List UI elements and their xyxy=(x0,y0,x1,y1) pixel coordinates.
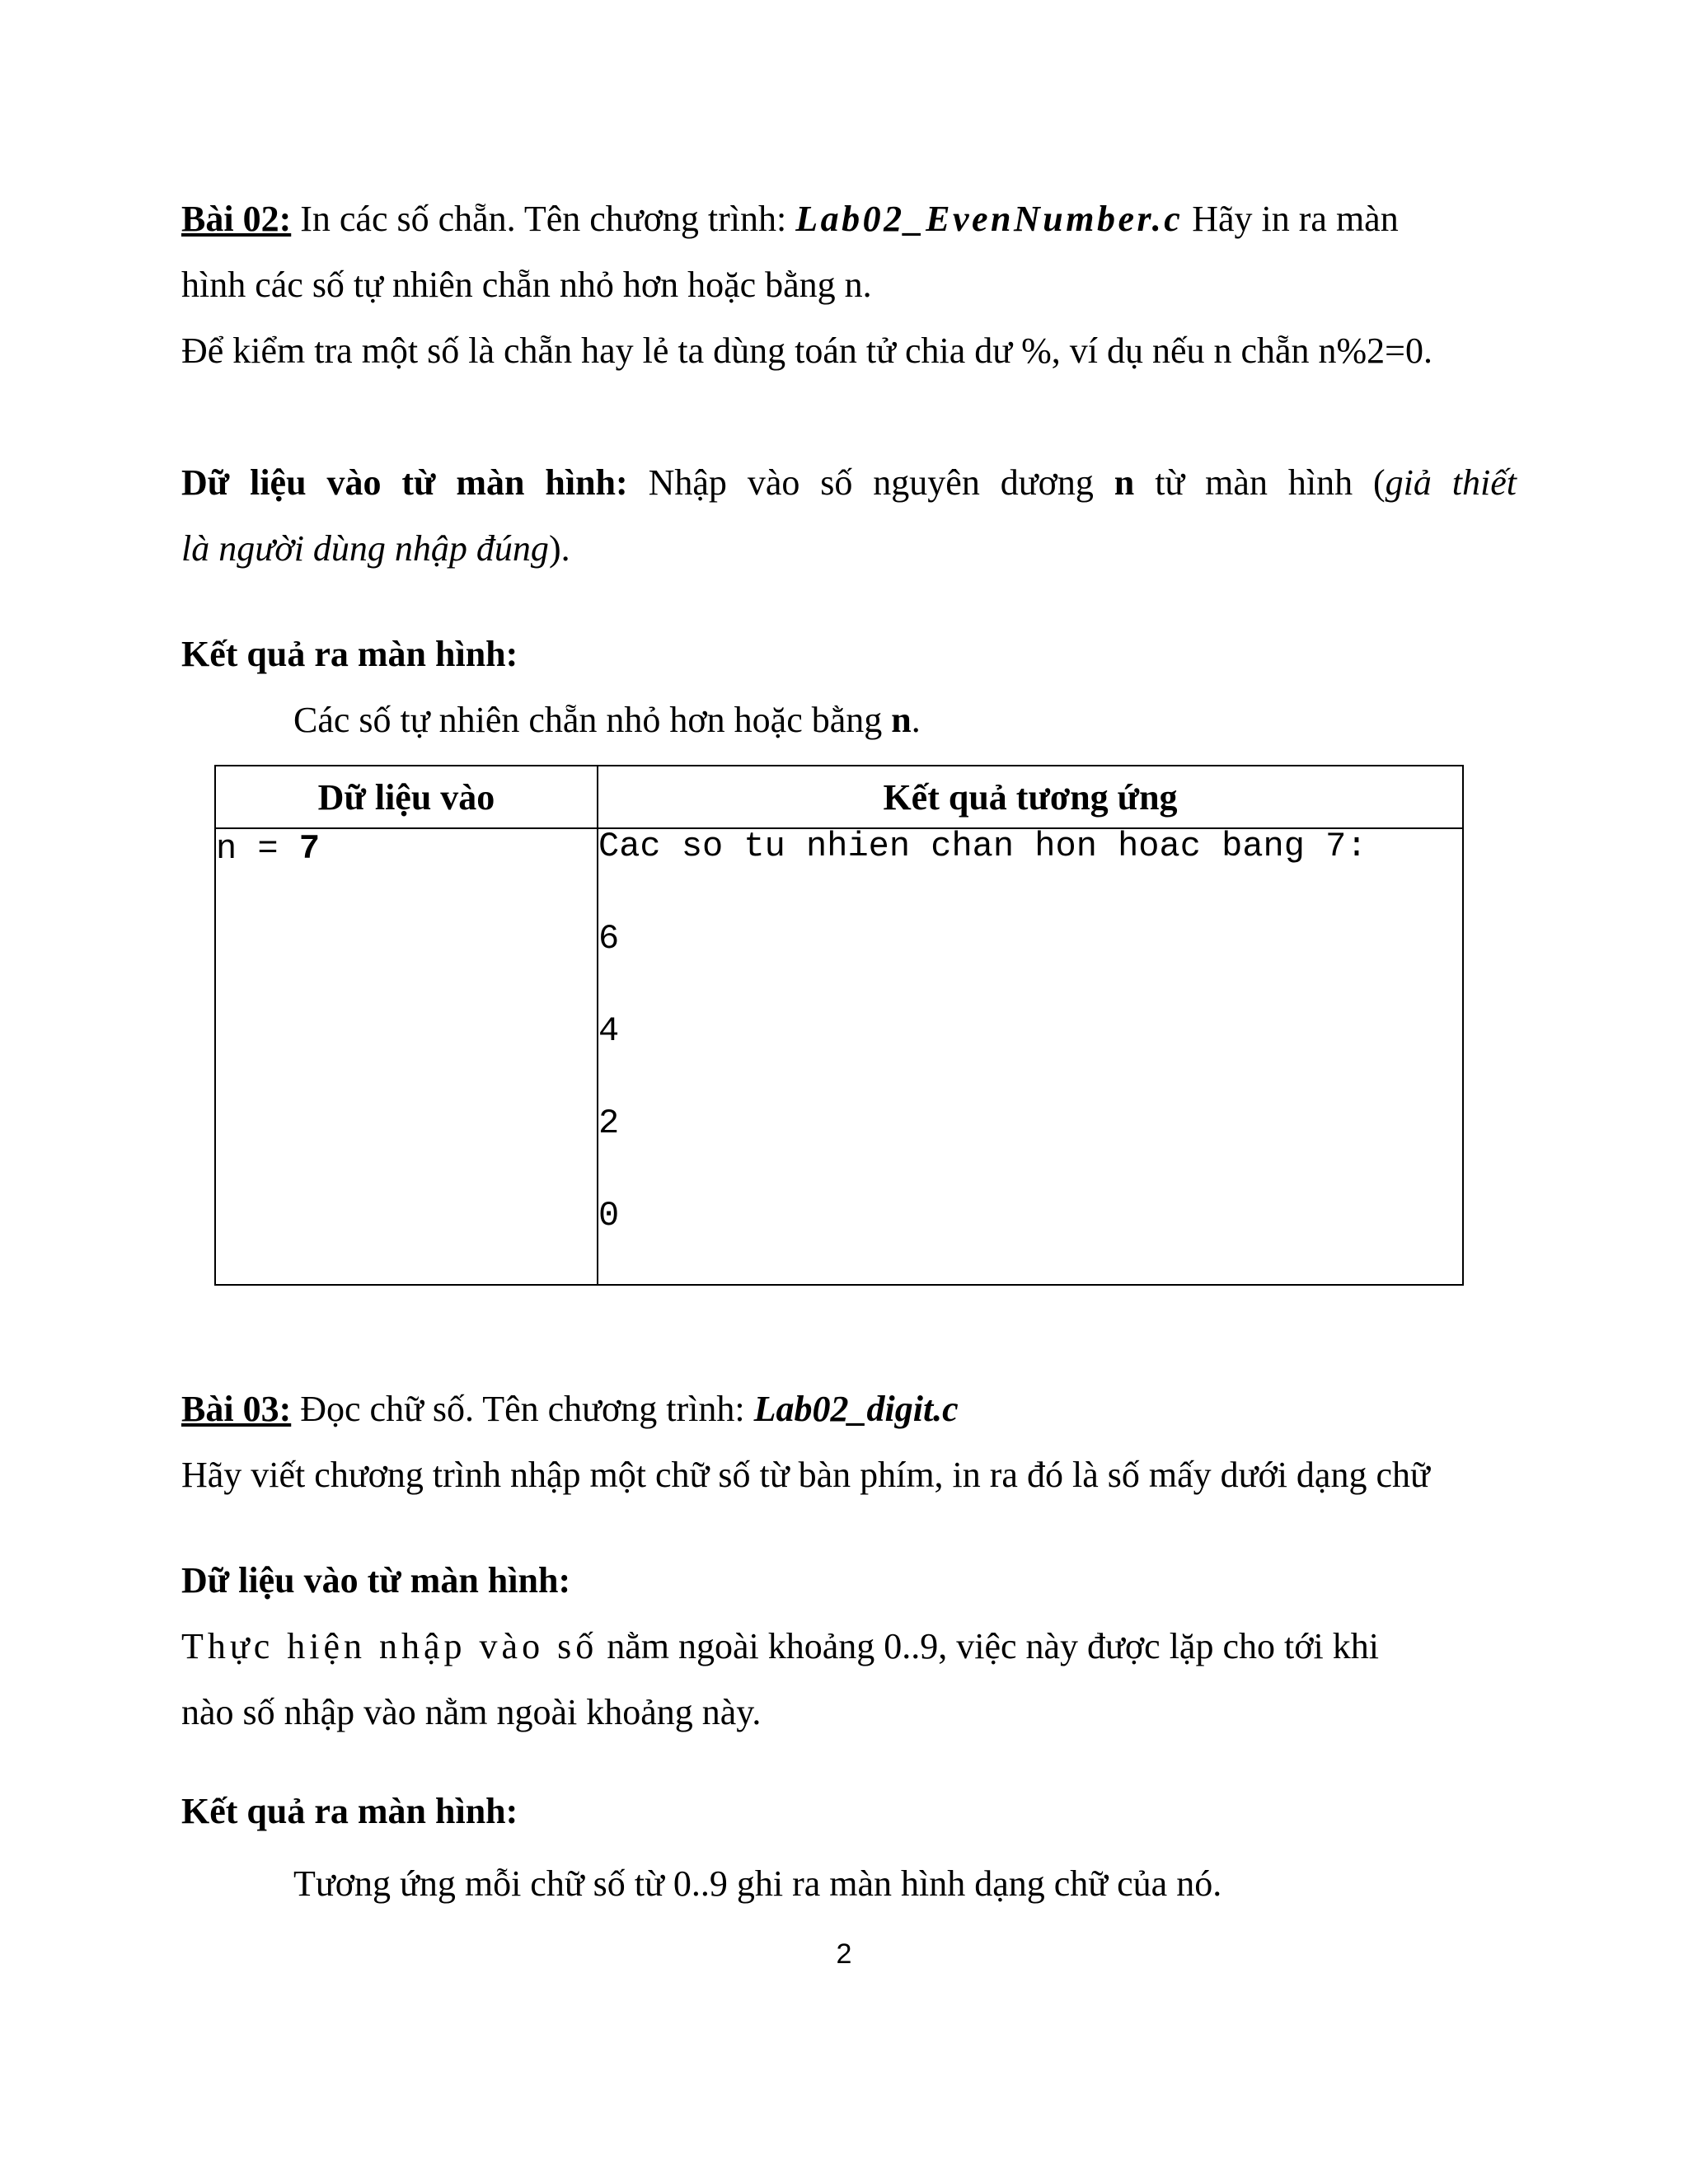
header-input: Dữ liệu vào xyxy=(215,766,598,828)
bai03-heading: Bài 03: xyxy=(181,1389,292,1429)
bai02-intro: In các số chẵn. Tên chương trình: xyxy=(291,199,796,239)
table-header-row xyxy=(215,766,1463,828)
bai02-input-line2 xyxy=(181,528,1517,569)
bai02-input-text-a: Nhập vào số nguyên dương xyxy=(627,462,1114,503)
bai03-title-line xyxy=(181,1391,1517,1427)
bai02-input-text-b: từ màn hình ( xyxy=(1134,462,1386,503)
bai02-output-n: n xyxy=(891,700,912,740)
bai02-input-close: ). xyxy=(548,528,570,569)
bai02-input-italic-2: là người dùng nhập đúng xyxy=(181,528,549,569)
bai02-description-line2: hình các số tự nhiên chẵn nhỏ hơn hoặc bằng n. xyxy=(181,265,872,305)
bai03-input-label: Dữ liệu vào từ màn hình: xyxy=(181,1560,571,1601)
bai03-filename: Lab02_digit.c xyxy=(753,1389,959,1429)
bai03-input-line xyxy=(181,1626,1517,1666)
output-line: 2 xyxy=(598,1104,620,1143)
output-line: Cac so tu nhien chan hon hoac bang 7: xyxy=(598,827,1367,866)
bai03-description-line2: Hãy viết chương trình nhập một chữ số từ bàn phím, in ra đó là số mấy dưới dạng chữ xyxy=(181,1455,1430,1495)
bai03-intro: Đọc chữ số. Tên chương trình: xyxy=(291,1389,754,1429)
bai03-input-line2: nào số nhập vào nằm ngoài khoảng này. xyxy=(181,1692,762,1732)
bai03-input-rest: nằm ngoài khoảng 0..9, việc này được lặp cho tới khi xyxy=(598,1626,1379,1666)
bai02-description-line3: Để kiểm tra một số là chẵn hay lẻ ta dùng toán tử chia dư %, ví dụ nếu n chẵn n%2=0. xyxy=(181,330,1432,371)
bai02-title-line xyxy=(181,201,1517,237)
bai03-output-text: Tương ứng mỗi chữ số từ 0..9 ghi ra màn hình dạng chữ của nó. xyxy=(293,1863,1222,1904)
output-cell xyxy=(598,828,1463,1285)
output-line: 4 xyxy=(598,1011,620,1051)
bai02-input-n: n xyxy=(1114,462,1135,503)
bai02-filename: Lab02_EvenNumber.c xyxy=(795,199,1184,239)
bai03-output-label: Kết quả ra màn hình: xyxy=(181,1791,518,1831)
bai02-input-label: Dữ liệu vào từ màn hình: xyxy=(181,462,628,503)
bai02-input-line xyxy=(181,462,1517,503)
input-value: 7 xyxy=(298,829,321,869)
input-prefix: n = xyxy=(216,829,299,869)
header-output: Kết quả tương ứng xyxy=(598,766,1463,828)
bai02-heading: Bài 02: xyxy=(181,199,292,239)
bai03-input-spaced: Thực hiện nhập vào số xyxy=(181,1626,598,1666)
bai02-output-label: Kết quả ra màn hình: xyxy=(181,634,518,674)
table-row xyxy=(215,828,1463,1285)
bai02-output-text: Các số tự nhiên chẵn nhỏ hơn hoặc bằng xyxy=(293,700,892,740)
output-line: 0 xyxy=(598,1196,620,1235)
bai02-intro-tail: Hãy in ra màn xyxy=(1183,199,1399,239)
bai02-input-italic-1: giả thiết xyxy=(1385,462,1517,503)
output-line: 6 xyxy=(598,919,620,958)
bai02-output-dot: . xyxy=(911,700,921,740)
io-example-table xyxy=(214,765,1464,1286)
input-cell xyxy=(215,828,598,1285)
page-number: 2 xyxy=(836,1938,852,1970)
bai02-output-line xyxy=(293,702,1629,738)
